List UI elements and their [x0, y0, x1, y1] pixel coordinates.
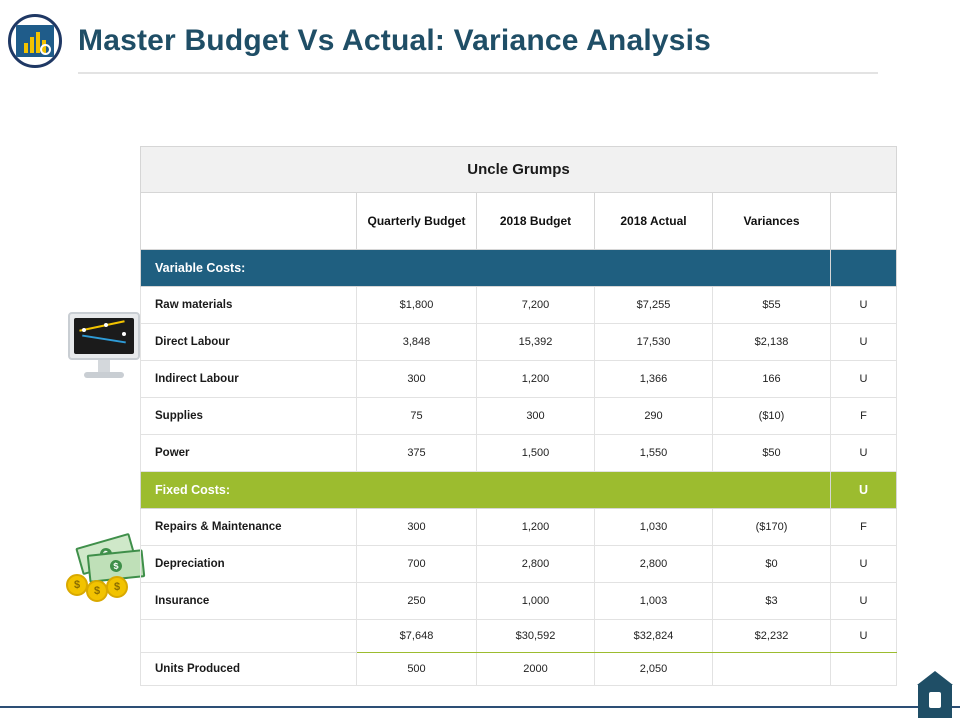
table-total-row	[141, 620, 897, 653]
total-2018-actual: $32,824	[595, 620, 713, 653]
cell-variance: $55	[713, 287, 831, 324]
monitor-chart-icon	[68, 312, 140, 382]
cell-variance: $0	[713, 546, 831, 583]
cell-2018-actual: 1,550	[595, 435, 713, 472]
cell-variance: $3	[713, 583, 831, 620]
home-badge-icon	[918, 684, 952, 718]
company-title: Uncle Grumps	[141, 147, 897, 193]
row-label: Supplies	[141, 398, 357, 435]
cell-quarterly-budget: 75	[357, 398, 477, 435]
cell-2018-budget: 7,200	[477, 287, 595, 324]
cell-flag: F	[831, 509, 897, 546]
page-header	[0, 0, 960, 90]
cell-2018-budget: 15,392	[477, 324, 595, 361]
total-flag: U	[831, 620, 897, 653]
column-header-variances: Variances	[713, 193, 831, 250]
section-flag	[831, 250, 897, 287]
table-row	[141, 435, 897, 472]
title-divider	[78, 72, 878, 74]
table-row	[141, 509, 897, 546]
cell-quarterly-budget: 300	[357, 509, 477, 546]
cell-2018-actual: 1,003	[595, 583, 713, 620]
section-flag: U	[831, 472, 897, 509]
row-label: Repairs & Maintenance	[141, 509, 357, 546]
cell-2018-actual: 1,030	[595, 509, 713, 546]
row-label: Direct Labour	[141, 324, 357, 361]
cell-2018-budget: 300	[477, 398, 595, 435]
cell-flag: U	[831, 583, 897, 620]
units-2018-budget: 2000	[477, 653, 595, 686]
table-header-row	[141, 193, 897, 250]
table-row	[141, 361, 897, 398]
cell-2018-budget: 1,200	[477, 361, 595, 398]
column-header-blank	[141, 193, 357, 250]
cell-quarterly-budget: 375	[357, 435, 477, 472]
column-header-quarterly-budget: Quarterly Budget	[357, 193, 477, 250]
cell-variance: $2,138	[713, 324, 831, 361]
cell-quarterly-budget: 300	[357, 361, 477, 398]
row-label: Power	[141, 435, 357, 472]
cell-flag: U	[831, 287, 897, 324]
table-row	[141, 398, 897, 435]
row-label: Depreciation	[141, 546, 357, 583]
table-row	[141, 546, 897, 583]
cell-variance: ($170)	[713, 509, 831, 546]
cell-2018-budget: 1,500	[477, 435, 595, 472]
units-2018-actual: 2,050	[595, 653, 713, 686]
cell-variance: ($10)	[713, 398, 831, 435]
cell-quarterly-budget: $1,800	[357, 287, 477, 324]
table-row	[141, 287, 897, 324]
cell-quarterly-budget: 700	[357, 546, 477, 583]
units-variance	[713, 653, 831, 686]
cell-flag: U	[831, 361, 897, 398]
footer-divider	[0, 706, 960, 708]
table-units-produced-row	[141, 653, 897, 686]
units-flag	[831, 653, 897, 686]
cell-2018-actual: 17,530	[595, 324, 713, 361]
table-row	[141, 324, 897, 361]
units-quarterly-budget: 500	[357, 653, 477, 686]
table-row	[141, 583, 897, 620]
bar-chart-magnifier-icon	[8, 14, 62, 68]
section-header-fixed-costs	[141, 472, 897, 509]
cell-2018-actual: 2,800	[595, 546, 713, 583]
table-company-title-row	[141, 147, 897, 193]
cell-flag: U	[831, 324, 897, 361]
cell-flag: U	[831, 546, 897, 583]
row-label: Insurance	[141, 583, 357, 620]
total-variance: $2,232	[713, 620, 831, 653]
cell-variance: $50	[713, 435, 831, 472]
total-quarterly-budget: $7,648	[357, 620, 477, 653]
column-header-flag	[831, 193, 897, 250]
row-label: Indirect Labour	[141, 361, 357, 398]
column-header-2018-budget: 2018 Budget	[477, 193, 595, 250]
money-cash-coins-icon: $ $ $ $	[62, 538, 148, 604]
cell-quarterly-budget: 250	[357, 583, 477, 620]
total-2018-budget: $30,592	[477, 620, 595, 653]
cell-flag: F	[831, 398, 897, 435]
cell-2018-budget: 2,800	[477, 546, 595, 583]
cell-2018-actual: 1,366	[595, 361, 713, 398]
row-label: Raw materials	[141, 287, 357, 324]
cell-2018-actual: $7,255	[595, 287, 713, 324]
units-label: Units Produced	[141, 653, 357, 686]
cell-2018-actual: 290	[595, 398, 713, 435]
section-label: Variable Costs:	[141, 250, 831, 287]
variance-analysis-table	[140, 146, 896, 686]
cell-variance: 166	[713, 361, 831, 398]
total-label	[141, 620, 357, 653]
cell-2018-budget: 1,200	[477, 509, 595, 546]
column-header-2018-actual: 2018 Actual	[595, 193, 713, 250]
section-header-variable-costs	[141, 250, 897, 287]
cell-flag: U	[831, 435, 897, 472]
section-label: Fixed Costs:	[141, 472, 831, 509]
cell-quarterly-budget: 3,848	[357, 324, 477, 361]
cell-2018-budget: 1,000	[477, 583, 595, 620]
page-title: Master Budget Vs Actual: Variance Analysis	[78, 24, 712, 57]
